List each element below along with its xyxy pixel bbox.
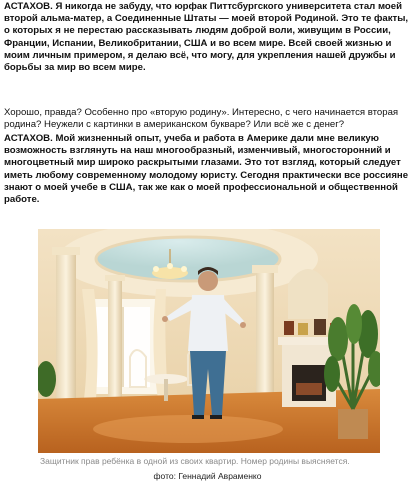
- column-middle: [105, 275, 125, 417]
- speaker-label: АСТАХОВ.: [4, 1, 53, 12]
- photo-caption: Защитник прав ребёнка в одной из своих квартир. Номер родины выясняется.: [40, 456, 350, 466]
- photo-illustration: [38, 229, 380, 453]
- paragraph-astakhov-2: [4, 133, 411, 206]
- article-photo: [38, 229, 380, 453]
- author-question: Хорошо, правда? Особенно про «вторую родину». Интересно, с чего начинается вторая родина? Неужели с картинки в американском букваре? Или всё же с денег?: [4, 107, 399, 131]
- photo-credit: фото: Геннадий Авраменко: [153, 471, 262, 481]
- speaker-label: АСТАХОВ.: [4, 133, 53, 144]
- paragraph-text: Мой жизненный опыт, учеба и работа в Америке дали мне великую возможность взглянуть на наш многообразный, изменчивый, многосторонний и многоцветный мир широко раскрытыми глазами. Это тот взгляд, который следует иметь любому современному молодому юристу. Сегодня практически все россияне знают о моей учебе в США, так же как о моей профессиональной и общественной работе.: [4, 133, 409, 206]
- paragraph-text: Я никогда не забуду, что юрфак Питтсбургского университета стал моей второй альма-матер, а Соединенные Штаты — моей второй Родиной. Это те факты, о которых я не перестаю рассказывать людям доброй воли, живущим в России, Франции, Испании, Великобритании, США и во всем мире. Всей своей жизнью и моим личным примером, я делаю всё, что могу, для укрепления нашей дружбы и борьбы за мир во всем мире.: [4, 1, 409, 74]
- paragraph-astakhov-1: [4, 1, 411, 74]
